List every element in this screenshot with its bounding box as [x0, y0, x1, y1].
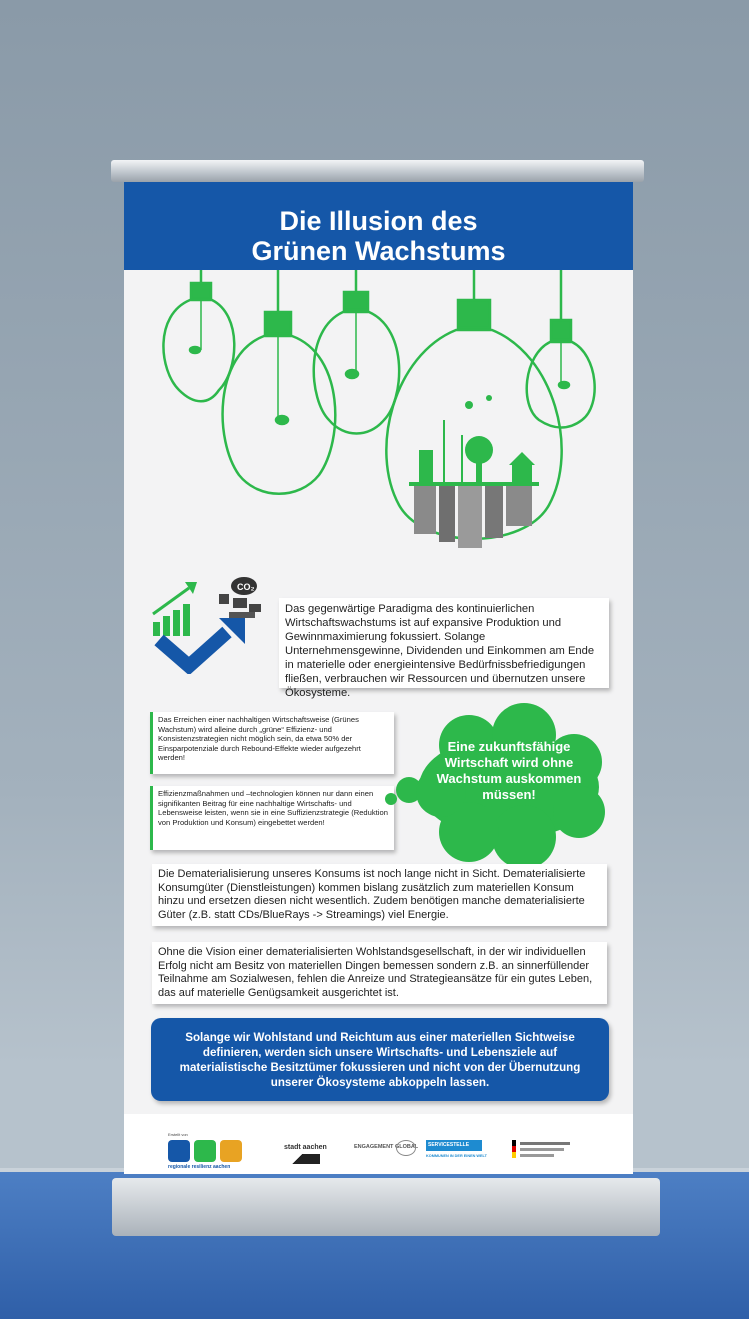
rollup-banner	[124, 182, 633, 1174]
rollup-top-bar	[111, 160, 644, 182]
intro-text: Das gegenwärtige Paradigma des kontinuierlichen Wirtschaftswachstums ist auf expansive Produktion und Gewinnmaximierung fokussiert. Solange Unternehmensgewinne, Dividenden und Einkommen am Ende in materielle oder energieintensive Bedürfnissbefriedigungen fließen, verbrauchen wir Ressourcen und übernutzen unsere Ökosysteme.	[285, 603, 595, 699]
green-note-1-text: Das Erreichen einer nachhaltigen Wirtschaftsweise (Grünes Wachstum) wird alleine durch „grüne“ Effizienz- und Konsistenzstrategien nicht möglich sein, da etwa 50% der Einsparpotenziale durch Rebound-Effekte wieder aufgezehrt werden!	[158, 715, 361, 763]
title-bar	[124, 182, 633, 270]
engagement-global-logo: ENGAGEMENT GLOBAL	[354, 1144, 419, 1150]
lightbulbs-illustration	[124, 270, 633, 570]
rollup-base	[112, 1178, 660, 1236]
servicestelle-logo	[426, 1140, 482, 1151]
location-icon	[220, 1140, 242, 1162]
title-line-1: Die Illusion des	[279, 206, 478, 236]
german-flag-icon	[512, 1140, 516, 1158]
ministry-text-line	[520, 1148, 564, 1151]
page-title	[124, 206, 633, 266]
lightbulb-icon	[527, 270, 595, 428]
created-by-label: Erstellt von	[168, 1132, 188, 1137]
globe-icon	[396, 1140, 416, 1156]
conclusion-box	[151, 1018, 609, 1101]
org-name: regionale resilienz aachen	[168, 1164, 231, 1170]
growth-arrow-icon	[149, 574, 269, 674]
title-line-2: Grünen Wachstums	[251, 236, 506, 266]
green-note-1	[150, 712, 394, 774]
footer-logos	[124, 1114, 633, 1174]
conclusion-text: Solange wir Wohlstand und Reichtum aus einer materiellen Sichtweise definieren, werden sich unsere Wirtschafts- und Lebensziele auf materialistische Besitztümer fokussieren und nicht von der Übernutzung unserer Ökosysteme abkoppeln lassen.	[179, 1030, 581, 1089]
lightbulb-icon	[223, 270, 336, 494]
dematerialisation-box	[152, 864, 607, 926]
stadt-aachen-logo: stadt aachen	[284, 1144, 327, 1151]
leaf-icon	[194, 1140, 216, 1162]
city-scene	[409, 395, 539, 548]
svg-text:CO₂: CO₂	[237, 582, 255, 592]
vision-box	[152, 942, 607, 1004]
network-icon	[168, 1140, 190, 1162]
lightbulb-icon	[314, 270, 399, 434]
cloud-text: Eine zukunftsfähige Wirtschaft wird ohne Wachstum auskommen müssen!	[436, 739, 582, 802]
ministry-text-line	[520, 1154, 554, 1157]
co2-icon	[231, 577, 257, 595]
servicestelle-sub: KOMMUNEN IN DER EINEN WELT	[426, 1154, 487, 1158]
vision-text: Ohne die Vision einer dematerialisierten Wohlstandsgesellschaft, in der wir individuellen Erfolg nicht am Besitz von materiellen Dingen bemessen sondern z.B. an sinnerfüllender Teilnahme am Sozialwesen, fehlen die Anreize und Strategieansätze für ein gutes Leben, das auf materielle Genügsamkeit ausgerichtet ist.	[158, 946, 593, 999]
servicestelle-label: SERVICESTELLE	[428, 1142, 470, 1148]
stadt-aachen-mark	[284, 1154, 320, 1164]
dematerialisation-text: Die Dematerialisierung unseres Konsums ist noch lange nicht in Sicht. Dematerialisierte Konsumgüter (Dienstleistungen) kommen bislang zusätzlich zum materiellen Konsum hinzu und ersetzen diesen nicht wesentlich. Zudem benötigen manche dematerialisierte Güter (z.B. statt CDs/BlueRays -> Streamings) viel Energie.	[158, 868, 586, 921]
lightbulb-icon	[163, 270, 234, 401]
ministry-text-line	[520, 1142, 570, 1145]
green-note-2	[150, 786, 394, 850]
green-note-2-text: Effizienzmaßnahmen und –technologien können nur dann einen signifikanten Beitrag für eine nachhaltige Wirtschafts- und Lebensweise leisten, wenn sie in eine Suffizienzstrategie (Reduktion von Produktion und Konsum) eingebettet werden!	[158, 789, 388, 827]
intro-text-box	[279, 598, 609, 699]
